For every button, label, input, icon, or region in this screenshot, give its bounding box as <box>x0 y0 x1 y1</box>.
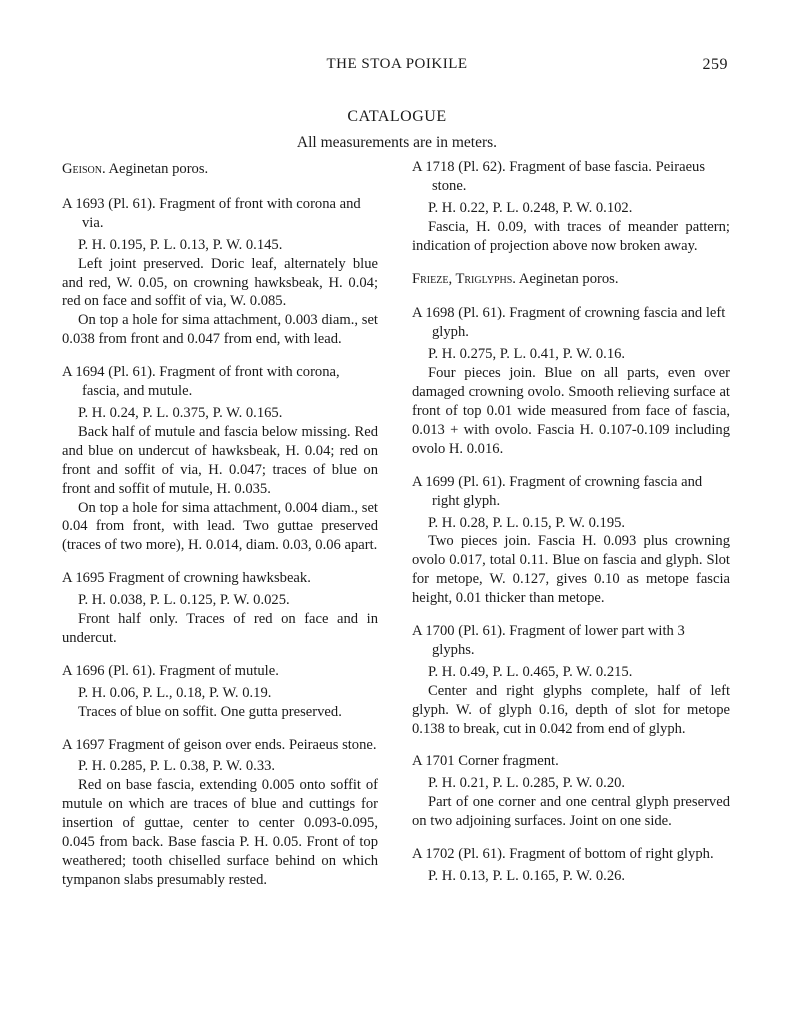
entry-title: A 1701 Corner fragment. <box>412 753 559 770</box>
entry-title: A 1694 (Pl. 61). Fragment of front with corona, fascia, and mutule. <box>62 364 340 400</box>
entry-measurements: P. H. 0.275, P. L. 0.41, P. W. 0.16. <box>428 346 626 363</box>
entry-measurements: P. H. 0.24, P. L. 0.375, P. W. 0.165. <box>78 404 283 421</box>
entry-measurements: P. H. 0.06, P. L., 0.18, P. W. 0.19. <box>78 684 272 701</box>
catalogue-entry-a1695 <box>62 569 378 648</box>
entry-description: Front half only. Traces of red on face and in undercut. <box>62 611 378 646</box>
entry-title: A 1697 Fragment of geison over ends. Peiraeus stone. <box>62 736 377 753</box>
catalogue-subheading: All measurements are in meters. <box>296 134 498 151</box>
section-heading-geison <box>62 160 378 179</box>
section-label: Frieze, Triglyphs. <box>412 270 516 287</box>
entry-measurements: P. H. 0.28, P. L. 0.15, P. W. 0.195. <box>428 514 626 531</box>
page-number: 259 <box>702 56 728 73</box>
entry-title: A 1695 Fragment of crowning hawksbeak. <box>62 570 311 587</box>
entry-measurements: P. H. 0.195, P. L. 0.13, P. W. 0.145. <box>78 236 283 253</box>
entry-description: Center and right glyphs complete, half of left glyph. W. of glyph 0.16, depth of slot for metope 0.138 to break, cut in 0.042 from end of glyph. <box>412 682 730 737</box>
entry-title: A 1700 (Pl. 61). Fragment of lower part with 3 glyphs. <box>412 623 685 658</box>
catalogue-entry-a1701 <box>412 752 730 831</box>
catalogue-heading: CATALOGUE <box>347 108 447 125</box>
entry-description: On top a hole for sima attachment, 0.003 diam., set 0.038 from front and 0.047 from end, with lead. <box>62 312 378 348</box>
catalogue-entry-a1700 <box>412 622 730 738</box>
catalogue-entry-a1697 <box>62 736 378 890</box>
entry-title: A 1696 (Pl. 61). Fragment of mutule. <box>62 662 279 679</box>
entry-description: Fascia, H. 0.09, with traces of meander pattern; indication of projection above now broken away. <box>412 218 730 254</box>
entry-description: Traces of blue on soffit. One gutta preserved. <box>78 703 342 720</box>
entry-description: Red on base fascia, extending 0.005 onto soffit of mutule on which are traces of blue and cuttings for insertion of guttae, center to center 0.093-0.095, 0.045 from back. Base fascia P. H. 0.05. Front of top weathered; tooth chiselled surface behind on which tympanon slabs presumably rested. <box>62 777 378 888</box>
section-material: Aeginetan poros. <box>518 270 619 287</box>
section-label: Geison. <box>62 161 106 177</box>
catalogue-entry-a1694 <box>62 363 378 555</box>
catalogue-entry-a1718 <box>412 158 730 256</box>
section-material: Aeginetan poros. <box>108 161 209 177</box>
running-head <box>0 56 794 76</box>
entry-description: On top a hole for sima attachment, 0.004 diam., set 0.04 from front, with lead. Two guttae preserved (traces of two more), H. 0.014, diam. 0.03, 0.06 apart. <box>62 499 378 554</box>
entry-measurements: P. H. 0.13, P. L. 0.165, P. W. 0.26. <box>428 868 626 884</box>
entry-title: A 1693 (Pl. 61). Fragment of front with corona and via. <box>62 195 361 231</box>
entry-description: Part of one corner and one central glyph preserved on two adjoining surfaces. Joint on one side. <box>412 794 730 830</box>
entry-description: Left joint preserved. Doric leaf, alternately blue and red, W. 0.05, on crowning hawksbeak, H. 0.04; red on face and soffit of via, W. 0.085. <box>62 255 378 310</box>
catalogue-entry-a1702 <box>412 845 730 886</box>
entry-measurements: P. H. 0.49, P. L. 0.465, P. W. 0.215. <box>428 663 633 680</box>
entry-title: A 1698 (Pl. 61). Fragment of crowning fascia and left glyph. <box>412 305 726 341</box>
left-column <box>62 158 378 904</box>
entry-description: Back half of mutule and fascia below missing. Red and blue on undercut of hawksbeak, H. 0.04; red on front and soffit of via, H. 0.047; traces of blue on front and soffit of mutule, H. 0.035. <box>62 423 378 497</box>
entry-title: A 1702 (Pl. 61). Fragment of bottom of right glyph. <box>412 846 714 863</box>
entry-measurements: P. H. 0.285, P. L. 0.38, P. W. 0.33. <box>78 758 276 775</box>
right-column <box>412 158 730 900</box>
running-title: THE STOA POIKILE <box>326 56 468 72</box>
entry-measurements: P. H. 0.21, P. L. 0.285, P. W. 0.20. <box>428 775 626 792</box>
entry-measurements: P. H. 0.22, P. L. 0.248, P. W. 0.102. <box>428 199 633 216</box>
entry-title: A 1699 (Pl. 61). Fragment of crowning fascia and right glyph. <box>412 473 703 509</box>
section-heading-frieze <box>412 270 730 289</box>
catalogue-entry-a1698 <box>412 304 730 458</box>
catalogue-entry-a1699 <box>412 473 730 608</box>
entry-description: Four pieces join. Blue on all parts, even over damaged crowning ovolo. Smooth relieving surface at front of top 0.01 wide measured from face of fascia, 0.013 + with ovolo. Fascia H. 0.107-0.109 including ovolo H. 0.016. <box>412 365 730 457</box>
catalogue-entry-a1696 <box>62 662 378 722</box>
entry-description: Two pieces join. Fascia H. 0.093 plus crowning ovolo 0.017, total 0.11. Blue on fascia and glyph. Slot for metope, W. 0.127, gives 0.10 as metope fascia height, 0.01 thicker than metope. <box>412 533 730 607</box>
catalogue-entry-a1693 <box>62 195 378 349</box>
entry-title: A 1718 (Pl. 62). Fragment of base fascia. Peiraeus stone. <box>412 159 706 194</box>
entry-measurements: P. H. 0.038, P. L. 0.125, P. W. 0.025. <box>78 592 290 609</box>
